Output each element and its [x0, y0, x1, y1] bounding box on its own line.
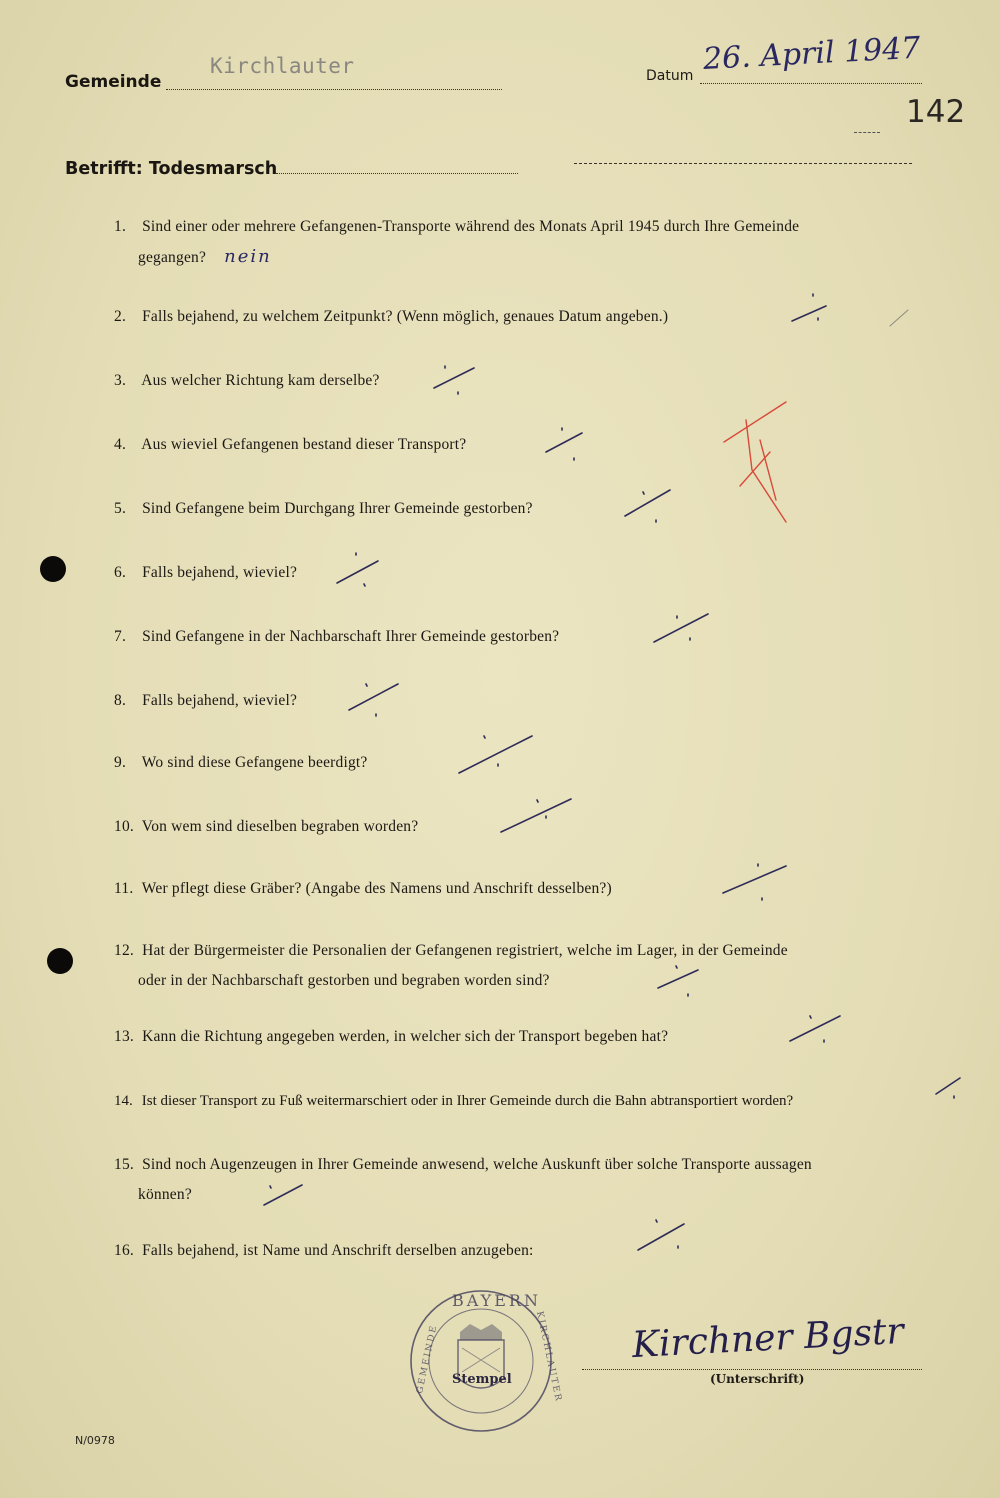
- gemeinde-label: Gemeinde: [65, 72, 162, 92]
- question-text: Wer pflegt diese Gräber? (Angabe des Namens und Anschrift desselben?): [141, 880, 612, 897]
- question-14: [114, 1086, 934, 1116]
- question-number: 4.: [114, 436, 127, 453]
- question-5: [114, 494, 920, 524]
- question-number: 3.: [114, 372, 127, 389]
- question-text: Falls bejahend, wieviel?: [142, 564, 298, 581]
- question-6: [114, 558, 920, 588]
- question-4: [114, 430, 920, 460]
- dash-mark-14: [936, 1078, 960, 1098]
- gemeinde-value: Kirchlauter: [210, 54, 355, 78]
- question-number: 10.: [114, 818, 134, 835]
- datum-label: Datum: [646, 68, 694, 84]
- question-text: Kann die Richtung angegeben werden, in welcher sich der Transport begeben hat?: [142, 1028, 669, 1045]
- stamp-ring-right: KIRCHLAUTER: [534, 1310, 564, 1404]
- question-3: [114, 366, 920, 396]
- question-text: Aus welcher Richtung kam derselbe?: [141, 372, 380, 389]
- stamp-top-text: BAYERN: [452, 1291, 541, 1310]
- question-number: 7.: [114, 628, 127, 645]
- betrifft-line-2: [574, 163, 912, 164]
- question-number: 13.: [114, 1028, 134, 1045]
- signature-line: [582, 1368, 922, 1370]
- datum-line: [700, 82, 922, 84]
- question-7: [114, 622, 920, 652]
- question-number: 6.: [114, 564, 127, 581]
- punch-hole-lower: [47, 948, 73, 974]
- punch-hole-upper: [40, 556, 66, 582]
- gemeinde-line: [166, 88, 502, 90]
- question-text-cont: gegangen?: [138, 249, 207, 266]
- question-15: [114, 1150, 920, 1210]
- question-number: 16.: [114, 1242, 134, 1259]
- question-number: 11.: [114, 880, 134, 897]
- question-number: 2.: [114, 308, 127, 325]
- question-8: [114, 686, 920, 716]
- question-text: Hat der Bürgermeister die Personalien der Gefangenen registriert, welche im Lager, in der Gemeinde: [142, 942, 788, 959]
- question-text: Von wem sind dieselben begraben worden?: [141, 818, 419, 835]
- question-2: [114, 302, 920, 332]
- official-stamp: [408, 1288, 564, 1434]
- question-9: [114, 748, 920, 778]
- question-11: [114, 874, 920, 904]
- question-number: 9.: [114, 754, 127, 771]
- question-text-cont: können?: [138, 1186, 192, 1203]
- question-10: [114, 812, 920, 842]
- betrifft-line-1: [276, 172, 518, 174]
- question-13: [114, 1022, 920, 1052]
- question-number: 15.: [114, 1156, 134, 1173]
- question-text: Falls bejahend, wieviel?: [142, 692, 298, 709]
- answer-1: nein: [224, 246, 272, 267]
- page-number-dashes: [854, 132, 880, 133]
- question-1: [114, 212, 920, 273]
- stamp-center-text: Stempel: [452, 1372, 512, 1387]
- question-text: Aus wieviel Gefangenen bestand dieser Transport?: [141, 436, 467, 453]
- question-number: 8.: [114, 692, 127, 709]
- stamp-ring-left: GEMEINDE: [415, 1323, 440, 1395]
- datum-value: 26. April 1947: [702, 30, 922, 77]
- question-text: Falls bejahend, zu welchem Zeitpunkt? (Wenn möglich, genaues Datum angeben.): [142, 308, 669, 325]
- question-number: 14.: [114, 1093, 133, 1109]
- signature-label: (Unterschrift): [710, 1372, 805, 1386]
- question-text: Sind Gefangene in der Nachbarschaft Ihrer Gemeinde gestorben?: [142, 628, 560, 645]
- betrifft-label: Betrifft: Todesmarsch: [65, 159, 278, 179]
- question-text: Ist dieser Transport zu Fuß weitermarschiert oder in Ihrer Gemeinde durch die Bahn abtransportiert worden?: [141, 1093, 794, 1109]
- page-number: 142: [906, 94, 966, 130]
- signature-value: Kirchner Bgstr: [631, 1310, 905, 1367]
- question-text-cont: oder in der Nachbarschaft gestorben und begraben worden sind?: [138, 972, 550, 989]
- question-text: Sind einer oder mehrere Gefangenen-Transporte während des Monats April 1945 durch Ihre Gemeinde: [142, 218, 800, 235]
- question-16: [114, 1236, 920, 1266]
- question-number: 5.: [114, 500, 127, 517]
- document-code: N/0978: [75, 1434, 115, 1447]
- question-text: Sind Gefangene beim Durchgang Ihrer Gemeinde gestorben?: [142, 500, 533, 517]
- question-text: Sind noch Augenzeugen in Ihrer Gemeinde anwesend, welche Auskunft über solche Transporte aussagen: [142, 1156, 812, 1173]
- question-text: Falls bejahend, ist Name und Anschrift derselben anzugeben:: [142, 1242, 534, 1259]
- question-number: 12.: [114, 942, 134, 959]
- question-number: 1.: [114, 218, 127, 235]
- question-text: Wo sind diese Gefangene beerdigt?: [141, 754, 368, 771]
- question-12: [114, 936, 920, 996]
